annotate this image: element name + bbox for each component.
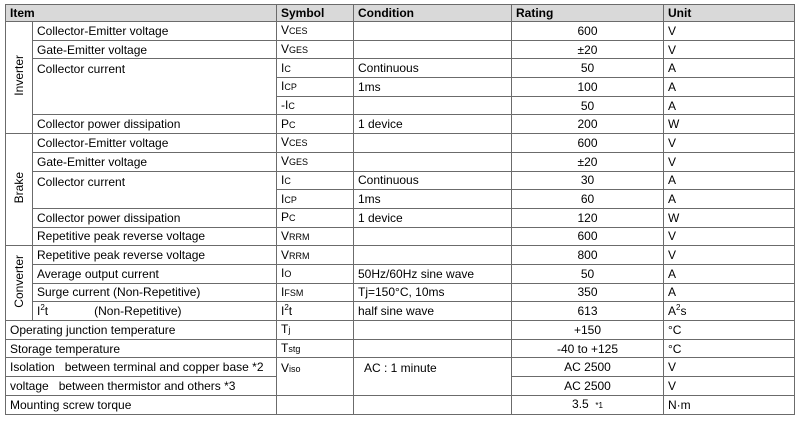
symbol-cell: $I^2t$ (277, 302, 354, 321)
item-cell: Repetitive peak reverse voltage (33, 246, 277, 265)
table-row (6, 339, 795, 358)
table-row (6, 171, 795, 190)
symbol-cell: Tstg (277, 339, 354, 358)
symbol-cell: IC (277, 59, 354, 78)
rating-cell: 50 (512, 96, 664, 115)
header-condition: Condition (354, 5, 512, 22)
table-row (6, 208, 795, 227)
group-converter (6, 246, 33, 321)
table-row (6, 302, 795, 321)
table-row (6, 22, 795, 41)
condition-cell: 1ms (354, 190, 512, 209)
footnote-ref: *1 (595, 400, 603, 410)
item-cell: Collector power dissipation (33, 208, 277, 227)
unit-cell: A (664, 264, 795, 283)
condition-cell (354, 321, 512, 340)
unit-cell: A (664, 96, 795, 115)
table-row (6, 395, 795, 414)
unit-cell: N·m (664, 395, 795, 414)
item-cell: Collector-Emitter voltage (33, 134, 277, 153)
unit-cell: V (664, 358, 795, 377)
unit-cell: A (664, 59, 795, 78)
condition-cell: 50Hz/60Hz sine wave (354, 264, 512, 283)
unit-cell: W (664, 208, 795, 227)
unit-cell: V (664, 40, 795, 59)
symbol-cell: IO (277, 264, 354, 283)
rating-cell: ±20 (512, 152, 664, 171)
header-row (6, 5, 795, 22)
item-cell: Surge current (Non-Repetitive) (33, 283, 277, 302)
header-rating: Rating (512, 5, 664, 22)
header-unit: Unit (664, 5, 795, 22)
condition-cell: Continuous (354, 171, 512, 190)
condition-cell (354, 22, 512, 41)
condition-cell: Tj=150°C, 10ms (354, 283, 512, 302)
symbol-cell: PC (277, 115, 354, 134)
condition-cell (354, 152, 512, 171)
item-cell: Repetitive peak reverse voltage (33, 227, 277, 246)
item-cell: Collector power dissipation (33, 115, 277, 134)
table-row (6, 227, 795, 246)
unit-cell: V (664, 227, 795, 246)
table-row (6, 358, 795, 377)
condition-cell: 1ms (354, 78, 512, 97)
condition-cell (354, 134, 512, 153)
table-row (6, 134, 795, 153)
symbol-cell: VGES (277, 152, 354, 171)
condition-cell (354, 395, 512, 414)
unit-cell: V (664, 22, 795, 41)
symbol-cell: VGES (277, 40, 354, 59)
unit-cell: A (664, 78, 795, 97)
unit-cell: W (664, 115, 795, 134)
rating-cell: 3.5 *1 (512, 395, 664, 414)
rating-cell: 120 (512, 208, 664, 227)
item-cell: Average output current (33, 264, 277, 283)
symbol-cell: ICP (277, 78, 354, 97)
unit-cell: V (664, 377, 795, 396)
condition-cell: AC : 1 minute (354, 358, 512, 395)
table-row (6, 264, 795, 283)
condition-cell (354, 339, 512, 358)
item-cell: Collector current (33, 59, 277, 115)
symbol-cell: IFSM (277, 283, 354, 302)
symbol-cell: VCES (277, 22, 354, 41)
table-row (6, 115, 795, 134)
rating-cell: 350 (512, 283, 664, 302)
group-label: Brake (12, 172, 26, 204)
table-row (6, 321, 795, 340)
rating-cell: 100 (512, 78, 664, 97)
rating-cell: 600 (512, 227, 664, 246)
item-cell: Operating junction temperature (6, 321, 277, 340)
rating-cell: 600 (512, 22, 664, 41)
rating-cell: 50 (512, 59, 664, 78)
group-inverter (6, 22, 33, 134)
table-row (6, 152, 795, 171)
table-row (6, 246, 795, 265)
rating-cell: +150 (512, 321, 664, 340)
rating-cell: 800 (512, 246, 664, 265)
symbol-cell: PC (277, 208, 354, 227)
rating-cell: 30 (512, 171, 664, 190)
symbol-cell: Viso (277, 358, 354, 395)
rating-cell: 613 (512, 302, 664, 321)
item-cell: Collector-Emitter voltage (33, 22, 277, 41)
unit-cell: V (664, 246, 795, 265)
condition-cell: half sine wave (354, 302, 512, 321)
rating-cell: ±20 (512, 40, 664, 59)
condition-cell (354, 227, 512, 246)
group-label: Converter (12, 254, 26, 308)
rating-cell: -40 to +125 (512, 339, 664, 358)
rating-cell: 600 (512, 134, 664, 153)
rating-cell: AC 2500 (512, 358, 664, 377)
symbol-cell: IC (277, 171, 354, 190)
item-cell: Storage temperature (6, 339, 277, 358)
group-label: Inverter (12, 55, 26, 96)
item-cell: $I^2t$ (Non-Repetitive) (33, 302, 277, 321)
symbol-cell: -IC (277, 96, 354, 115)
item-cell: Gate-Emitter voltage (33, 152, 277, 171)
symbol-cell: VCES (277, 134, 354, 153)
condition-cell: 1 device (354, 115, 512, 134)
absolute-ratings-table (5, 4, 795, 415)
rating-cell: 60 (512, 190, 664, 209)
header-symbol: Symbol (277, 5, 354, 22)
condition-cell (354, 40, 512, 59)
symbol-cell: ICP (277, 190, 354, 209)
unit-cell: A (664, 190, 795, 209)
group-brake (6, 134, 33, 246)
item-cell: Collector current (33, 171, 277, 208)
unit-cell: A (664, 283, 795, 302)
unit-cell: V (664, 152, 795, 171)
item-cell: Isolation between terminal and copper base *2 (6, 358, 277, 377)
unit-cell: V (664, 134, 795, 153)
table-row (6, 59, 795, 78)
unit-cell: °C (664, 321, 795, 340)
unit-cell: °C (664, 339, 795, 358)
condition-cell: Continuous (354, 59, 512, 78)
rating-cell: 50 (512, 264, 664, 283)
condition-cell (354, 246, 512, 265)
unit-cell: A (664, 171, 795, 190)
condition-cell (354, 96, 512, 115)
item-cell: voltage between thermistor and others *3 (6, 377, 277, 396)
symbol-cell: VRRM (277, 227, 354, 246)
condition-cell: 1 device (354, 208, 512, 227)
rating-cell: 200 (512, 115, 664, 134)
symbol-cell: VRRM (277, 246, 354, 265)
symbol-cell (277, 395, 354, 414)
unit-cell: $A^2s$ (664, 302, 795, 321)
table-row (6, 40, 795, 59)
item-cell: Gate-Emitter voltage (33, 40, 277, 59)
header-item: Item (6, 5, 277, 22)
table-row (6, 283, 795, 302)
rating-cell: AC 2500 (512, 377, 664, 396)
symbol-cell: Tj (277, 321, 354, 340)
item-cell: Mounting screw torque (6, 395, 277, 414)
